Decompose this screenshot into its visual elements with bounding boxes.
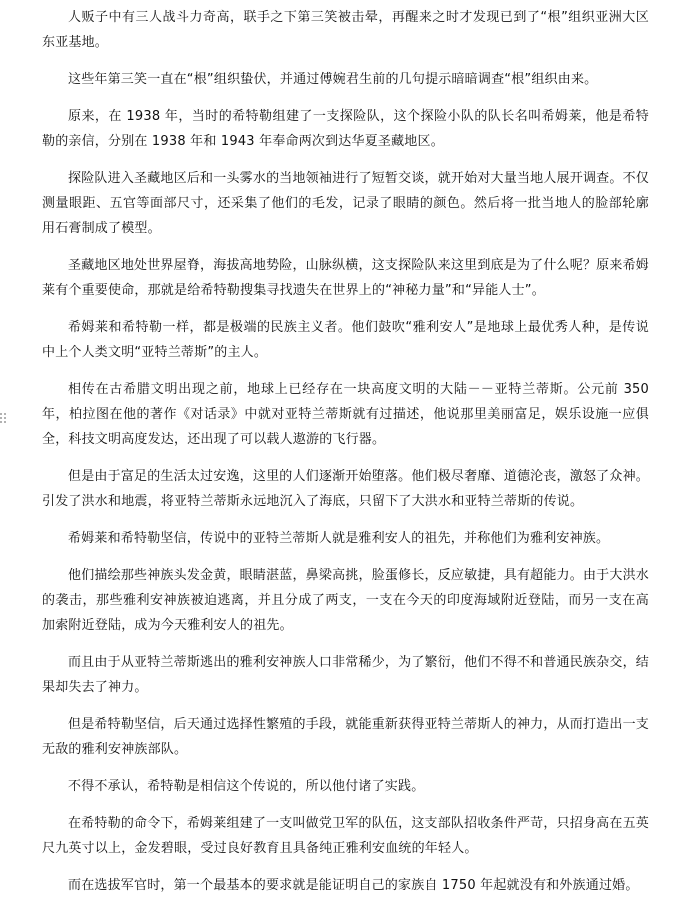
- drag-handle-icon[interactable]: [0, 413, 6, 431]
- paragraph-9: 希姆莱和希特勒坚信，传说中的亚特兰蒂斯人就是雅利安人的祖先，并称他们为雅利安神族。: [68, 531, 610, 546]
- drag-dot: [0, 417, 2, 419]
- paragraph-14: 在希特勒的命令下，希姆莱组建了一支叫做党卫军的队伍，这支部队招收条件严苛，只招身高在五英尺九英寸以上，金发碧眼，受过良好教育且具备纯正雅利安血统的年轻人。: [42, 816, 649, 856]
- drag-dot: [4, 421, 6, 423]
- paragraph-7: 相传在古希腊文明出现之前，地球上已经存在一块高度文明的大陆－－亚特兰蒂斯。公元前 350 年，柏拉图在他的著作《对话录》中就对亚特兰蒂斯就有过描述，他说那里美丽富足，娱乐设施一应俱全，科技文明高度发达，还出现了可以载人遨游的飞行器。: [42, 382, 649, 447]
- paragraph-6: 希姆莱和希特勒一样，都是极端的民族主义者。他们鼓吹“雅利安人”是地球上最优秀人种，是传说中上个人类文明“亚特兰蒂斯”的主人。: [42, 320, 649, 360]
- drag-dot: [0, 421, 2, 423]
- paragraph-11: 而且由于从亚特兰蒂斯逃出的雅利安神族人口非常稀少，为了繁衍，他们不得不和普通民族杂交，结果却失去了神力。: [42, 655, 649, 695]
- paragraph-3: 原来，在 1938 年，当时的希特勒组建了一支探险队，这个探险小队的队长名叫希姆莱，他是希特勒的亲信，分别在 1938 年和 1943 年奉命两次到达华夏圣藏地区。: [42, 109, 649, 149]
- drag-dot: [4, 417, 6, 419]
- paragraph-12: 但是希特勒坚信，后天通过选择性繁殖的手段，就能重新获得亚特兰蒂斯人的神力，从而打造出一支无敌的雅利安神族部队。: [42, 717, 649, 757]
- paragraph-4: 探险队进入圣藏地区后和一头雾水的当地领袖进行了短暂交谈，就开始对大量当地人展开调查。不仅测量眼距、五官等面部尺寸，还采集了他们的毛发，记录了眼睛的颜色。然后将一批当地人的脸部轮廓用石膏制成了模型。: [42, 171, 649, 236]
- paragraph-13: 不得不承认，希特勒是相信这个传说的，所以他付诸了实践。: [68, 779, 425, 794]
- paragraph-1: 人贩子中有三人战斗力奇高，联手之下第三笑被击晕，再醒来之时才发现已到了“根”组织亚洲大区东亚基地。: [42, 10, 649, 50]
- paragraph-10: 他们描绘那些神族头发金黄，眼睛湛蓝，鼻梁高挑，脸蛋修长，反应敏捷，具有超能力。由于大洪水的袭击，那些雅利安神族被迫逃离，并且分成了两支，一支在今天的印度海域附近登陆，而另一支在高加索附近登陆，成为今天雅利安人的祖先。: [42, 568, 649, 633]
- paragraph-15: 而在选拔军官时，第一个最基本的要求就是能证明自己的家族自 1750 年起就没有和外族通过婚。: [68, 878, 639, 893]
- drag-dot: [4, 413, 6, 415]
- drag-dot: [0, 413, 2, 415]
- paragraph-2: 这些年第三笑一直在“根”组织蛰伏，并通过傅婉君生前的几句提示暗暗调查“根”组织由来。: [68, 72, 598, 87]
- paragraph-8: 但是由于富足的生活太过安逸，这里的人们逐渐开始堕落。他们极尽奢靡、道德沦丧，激怒了众神。引发了洪水和地震，将亚特兰蒂斯永远地沉入了海底，只留下了大洪水和亚特兰蒂斯的传说。: [42, 469, 649, 509]
- paragraph-5: 圣藏地区地处世界屋脊，海拔高地势险，山脉纵横，这支探险队来这里到底是为了什么呢？原来希姆莱有个重要使命，那就是给希特勒搜集寻找遗失在世界上的“神秘力量”和“异能人士”。: [42, 258, 649, 298]
